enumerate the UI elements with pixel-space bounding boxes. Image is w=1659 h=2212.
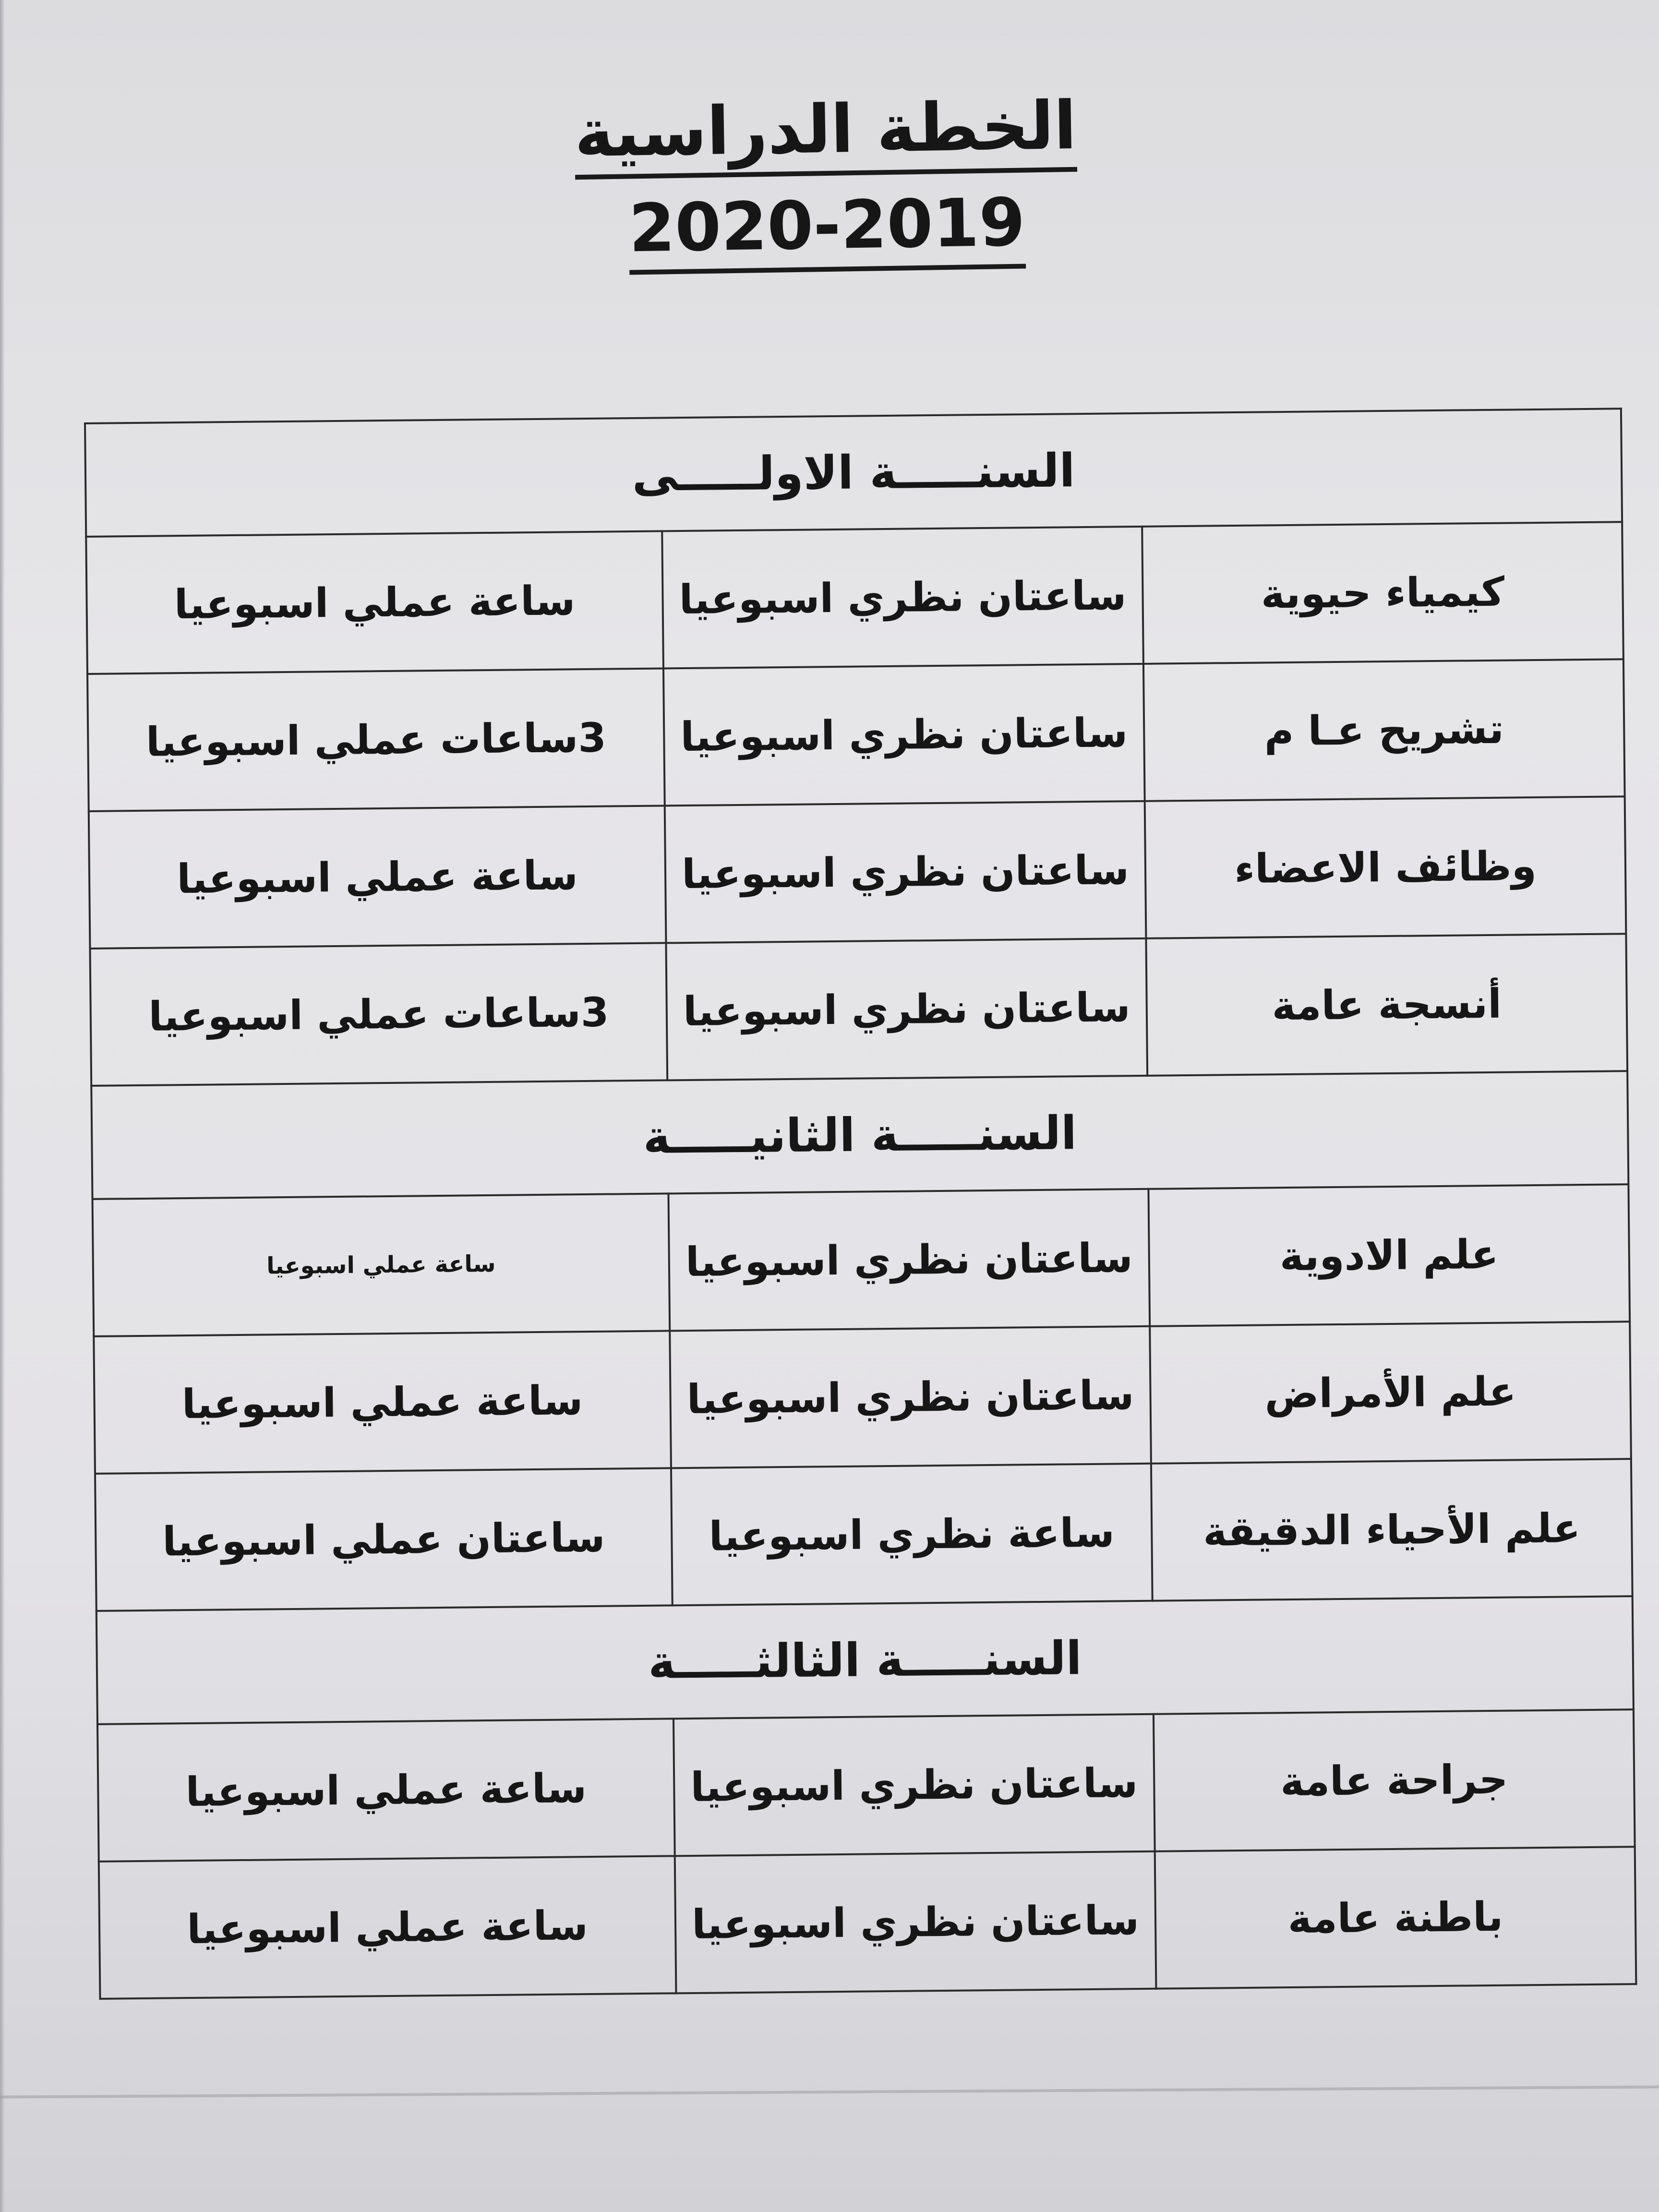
theory-hours-cell: ساعتان نظري اسبوعيا bbox=[663, 664, 1145, 806]
theory-hours-cell: ساعتان نظري اسبوعيا bbox=[666, 938, 1147, 1081]
subject-cell: علم الادوية bbox=[1148, 1184, 1630, 1326]
page-title-text: الخطة الدراسية 2019-2020 bbox=[574, 87, 1077, 275]
theory-hours-cell: ساعتان نظري اسبوعيا bbox=[675, 1851, 1156, 1994]
table-row bbox=[97, 1709, 1635, 1862]
table-row bbox=[89, 796, 1626, 949]
practical-hours-cell: ساعتان عملي اسبوعيا bbox=[95, 1468, 673, 1611]
practical-hours-cell: 3ساعات عملي اسبوعيا bbox=[90, 943, 668, 1086]
table-row bbox=[86, 522, 1623, 674]
table-row bbox=[94, 1322, 1631, 1474]
subject-cell: وظائف الاعضاء bbox=[1145, 796, 1626, 938]
theory-hours-cell: ساعتان نظري اسبوعيا bbox=[665, 801, 1146, 943]
year-header-row bbox=[91, 1071, 1628, 1199]
year-2-label: السنـــــة الثانيـــــة bbox=[91, 1071, 1628, 1199]
practical-hours-cell: ساعة عملي اسبوعيا bbox=[94, 1331, 671, 1474]
table-row bbox=[95, 1459, 1633, 1611]
paper-shadow-edge bbox=[0, 0, 5, 2212]
theory-hours-cell: ساعتان نظري اسبوعيا bbox=[668, 1189, 1150, 1331]
table-row bbox=[87, 659, 1625, 811]
practical-hours-cell: ساعة عملي اسبوعيا bbox=[99, 1856, 676, 1999]
table-row bbox=[99, 1847, 1636, 1999]
practical-hours-cell: ساعة عملي اسبوعيا bbox=[89, 805, 666, 949]
theory-hours-cell: ساعة نظري اسبوعيا bbox=[671, 1464, 1153, 1606]
practical-hours-cell: ساعة عملي اسبوعيا bbox=[86, 531, 663, 674]
year-header-row bbox=[96, 1596, 1634, 1724]
practical-hours-cell: ساعة عملي اسبوعيا bbox=[93, 1193, 670, 1336]
subject-cell: كيمياء حيوية bbox=[1142, 522, 1623, 664]
year-1-label: السنـــــة الاولـــــى bbox=[85, 409, 1622, 537]
subject-cell: علم الأمراض bbox=[1150, 1322, 1631, 1464]
practical-hours-cell: 3ساعات عملي اسبوعيا bbox=[87, 668, 665, 811]
table-row bbox=[90, 934, 1628, 1086]
paper-bottom-edge bbox=[0, 2085, 1659, 2098]
theory-hours-cell: ساعتان نظري اسبوعيا bbox=[670, 1326, 1151, 1468]
study-plan-table bbox=[84, 408, 1637, 2000]
theory-hours-cell: ساعتان نظري اسبوعيا bbox=[673, 1714, 1155, 1856]
subject-cell: باطنة عامة bbox=[1155, 1847, 1636, 1989]
subject-cell: جراحة عامة bbox=[1154, 1709, 1635, 1851]
theory-hours-cell: ساعتان نظري اسبوعيا bbox=[662, 527, 1143, 669]
year-header-row bbox=[85, 409, 1622, 537]
practical-hours-cell: ساعة عملي اسبوعيا bbox=[97, 1719, 675, 1862]
subject-cell: تشريح عـا م bbox=[1143, 659, 1625, 801]
subject-cell: علم الأحياء الدقيقة bbox=[1151, 1459, 1633, 1601]
subject-cell: أنسجة عامة bbox=[1146, 934, 1627, 1076]
page-title bbox=[469, 76, 1182, 267]
year-3-label: السنـــــة الثالثـــــة bbox=[96, 1596, 1634, 1724]
table-row bbox=[93, 1184, 1630, 1336]
